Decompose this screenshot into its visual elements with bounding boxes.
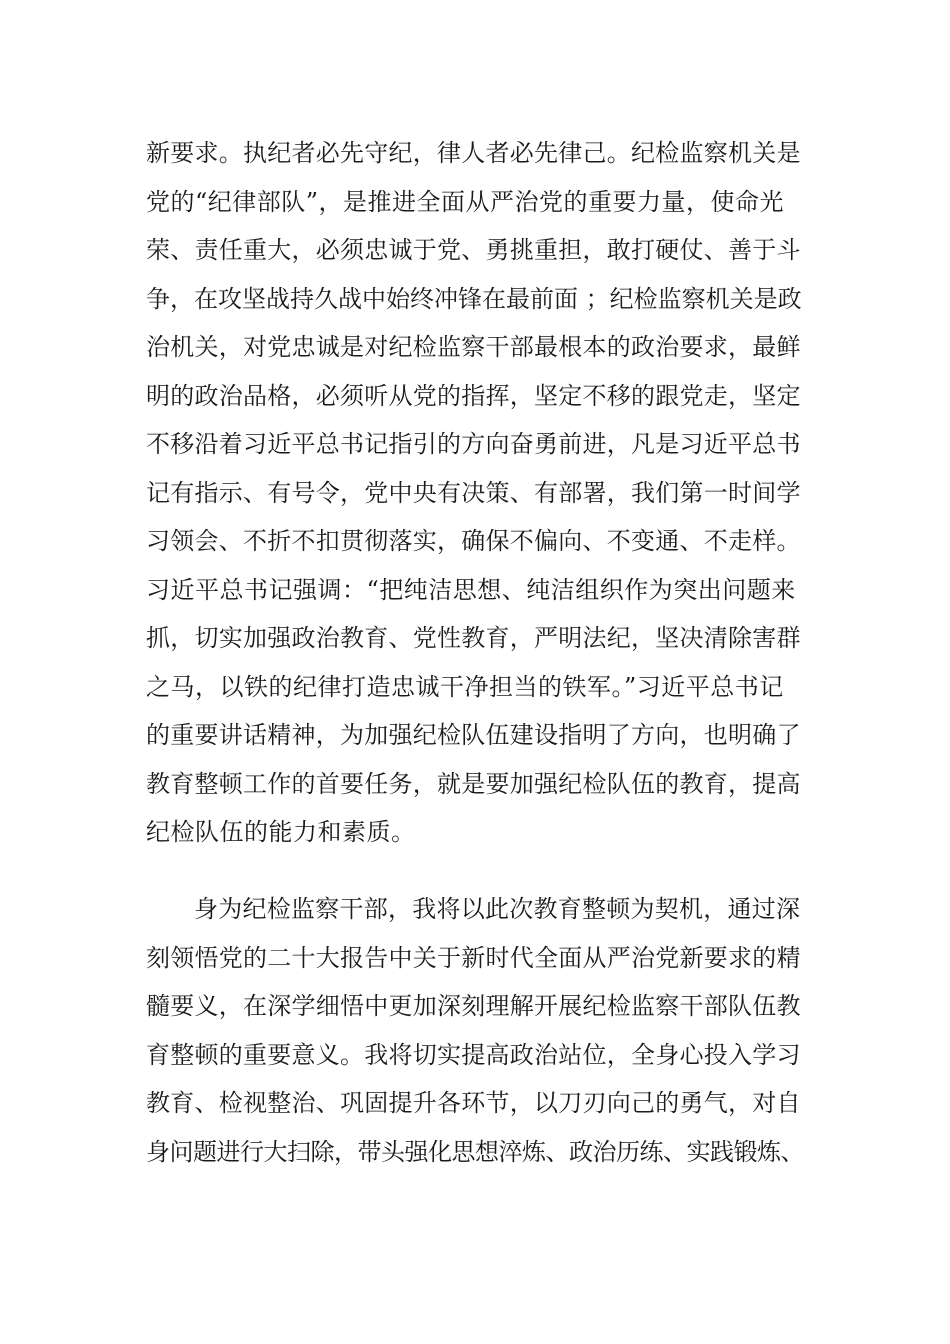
paragraph-1-line: 党的“纪律部队”，是推进全面从严治党的重要力量，使命光: [146, 187, 785, 216]
paragraph-1-line: 之马，以铁的纪律打造忠诚干净担当的铁军。”习近平总书记: [146, 672, 784, 701]
paragraph-1-line: 治机关，对党忠诚是对纪检监察干部最根本的政治要求，最鲜: [146, 333, 801, 361]
paragraph-1-line: 争，在攻坚战持久战中始终冲锋在最前面 ；纪检监察机关是政: [146, 284, 802, 313]
paragraph-1-line: 不移沿着习近平总书记指引的方向奋勇前进，凡是习近平总书: [146, 430, 801, 458]
paragraph-2-line: 刻领悟党的二十大报告中关于新时代全面从严治党新要求的精: [146, 943, 801, 972]
paragraph-2: [146, 885, 806, 1176]
paragraph-2-line: 身为纪检监察干部，我将以此次教育整顿为契机，通过深: [194, 895, 801, 923]
paragraph-2-line: 育整顿的重要意义。我将切实提高政治站位，全身心投入学习: [146, 1040, 801, 1069]
paragraph-1: [146, 129, 806, 857]
paragraph-1-line: 荣、责任重大，必须忠诚于党、勇挑重担，敢打硬仗、善于斗: [146, 236, 801, 264]
paragraph-1-line: 新要求。执纪者必先守纪，律人者必先律己。纪检监察机关是: [146, 139, 801, 167]
paragraph-1-line: 记有指示、有号令，党中央有决策、有部署，我们第一时间学: [146, 478, 801, 507]
paragraph-1-line: 习近平总书记强调：“把纯洁思想、纯洁组织作为突出问题来: [146, 575, 796, 604]
paragraph-2-line: 身问题进行大扫除，带头强化思想淬炼、政治历练、实践锻炼、: [146, 1137, 804, 1166]
paragraph-2-line: 教育、检视整治、巩固提升各环节，以刀刃向己的勇气，对自: [146, 1089, 801, 1117]
paragraph-1-line: 的重要讲话精神，为加强纪检队伍建设指明了方向，也明确了: [146, 721, 801, 749]
paragraph-1-line: 明的政治品格，必须听从党的指挥，坚定不移的跟党走，坚定: [146, 381, 801, 410]
paragraph-1-line: 纪检队伍的能力和素质。: [146, 818, 416, 846]
paragraph-1-line: 抓，切实加强政治教育、党性教育，严明法纪，坚决清除害群: [146, 624, 801, 652]
paragraph-2-line: 髓要义，在深学细悟中更加深刻理解开展纪检监察干部队伍教: [146, 992, 801, 1020]
paragraph-1-line: 教育整顿工作的首要任务，就是要加强纪检队伍的教育，提高: [146, 769, 801, 798]
paragraph-1-line: 习领会、不折不扣贯彻落实，确保不偏向、不变通、不走样。: [146, 527, 801, 555]
